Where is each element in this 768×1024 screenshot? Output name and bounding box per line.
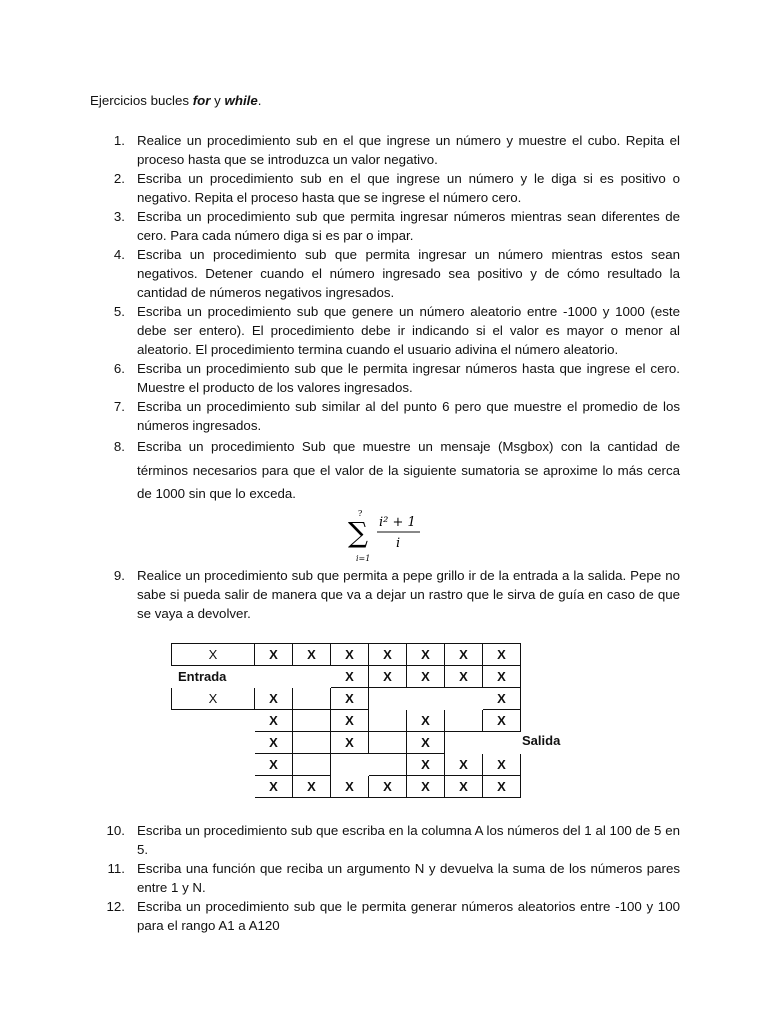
exercise-number: 8. [113, 439, 125, 454]
sum-symbol: ∑ [348, 515, 368, 549]
exercise-number: 7. [113, 399, 125, 414]
title-dot: . [257, 93, 262, 108]
exercise-2 [92, 169, 680, 207]
exercise-number: 3. [113, 209, 125, 224]
maze-cell: X [407, 753, 445, 775]
exercise-list [92, 131, 680, 935]
exercise-number: 12. [106, 898, 125, 914]
maze-cell: X [483, 775, 521, 797]
salida-label: Salida [522, 732, 561, 748]
exercise-text: Escriba un procedimiento sub similar al del punto 6 pero que muestre el promedio de los números ingresados. [137, 399, 680, 433]
maze-cell: X [445, 665, 483, 687]
maze-wall [369, 709, 407, 731]
maze-cell: X [255, 687, 293, 709]
document-title [90, 93, 261, 108]
title-for: for [192, 93, 211, 108]
exercise-text: Escriba un procedimiento Sub que muestre un mensaje (Msgbox) con la cantidad de términos necesarios para que el valor de la siguiente sumatoria se aproxime lo más cerca de 1000 sin que lo exceda. [137, 439, 680, 501]
exercise-11 [92, 859, 680, 897]
exercise-text: Escriba un procedimiento sub que genere un número aleatorio entre -1000 y 1000 (este debe ser entero). El procedimiento debe ir indicando si el valor es mayor o menor al aleatorio. El procedimiento termina cuando el usuario adivina el número aleatorio. [137, 304, 680, 357]
exercise-12 [92, 897, 680, 935]
summation-formula [92, 506, 680, 566]
exercise-6 [92, 359, 680, 397]
maze-cell: X [369, 775, 407, 797]
maze-cell: X [445, 753, 483, 775]
maze-row [172, 665, 521, 687]
maze-cell: X [369, 643, 407, 665]
exercise-text: Escriba un procedimiento sub que permita ingresar un número mientras estos sean negativos. Detener cuando el número ingresado sea positivo y de cómo resultado la cantidad de números negativos ingresados. [137, 247, 680, 300]
maze-wall [293, 753, 331, 775]
maze-cell: X [255, 643, 293, 665]
maze-cell: X [483, 665, 521, 687]
maze-cell: X [445, 775, 483, 797]
maze-row [172, 687, 521, 709]
title-text: Ejercicios bucles [90, 93, 193, 108]
maze-empty [255, 665, 293, 687]
maze-cell: X [331, 731, 369, 753]
maze-section [92, 623, 680, 821]
maze-grid [171, 643, 521, 798]
maze-cell: X [255, 775, 293, 797]
exercise-text: Escriba un procedimiento sub que le permita ingresar números hasta que ingrese el cero. Muestre el producto de los valores ingresados. [137, 361, 680, 395]
exercise-number: 1. [113, 133, 125, 148]
maze-cell: X [293, 643, 331, 665]
exercise-text: Escriba un procedimiento sub que escriba en la columna A los números del 1 al 100 de 5 en 5. [137, 822, 680, 857]
maze-cell: X [255, 709, 293, 731]
exercise-3 [92, 207, 680, 245]
maze-cell-entry-top: X [172, 643, 255, 665]
exercise-number: 5. [113, 304, 125, 319]
maze-empty [172, 775, 255, 797]
maze-cell: X [293, 775, 331, 797]
summation-svg [92, 506, 680, 566]
maze-cell: X [483, 753, 521, 775]
maze-cell: X [407, 731, 445, 753]
maze-empty [407, 687, 445, 709]
title-while: while [224, 93, 258, 108]
maze-cell: X [255, 753, 293, 775]
maze-cell: X [255, 731, 293, 753]
entrada-label: Entrada [178, 668, 227, 684]
maze-empty [172, 709, 255, 731]
maze-cell: X [483, 643, 521, 665]
maze-empty [331, 753, 369, 775]
maze-empty [445, 731, 483, 753]
fraction-denominator: i [396, 535, 401, 551]
maze-row [172, 775, 521, 797]
exercise-5 [92, 302, 680, 359]
exercise-text: Escriba un procedimiento sub que permita ingresar números mientras sean diferentes de cero. Para cada número diga si es par o impar. [137, 209, 680, 243]
maze-wall [293, 709, 331, 731]
maze-cell: X [407, 643, 445, 665]
maze-cell: X [369, 665, 407, 687]
maze-row [172, 753, 521, 775]
maze-cell-entry-bottom: X [172, 687, 255, 709]
exercise-number: 11. [107, 860, 125, 876]
maze-empty [445, 687, 483, 709]
title-y: y [210, 93, 225, 108]
maze-empty [172, 753, 255, 775]
maze-cell: X [331, 775, 369, 797]
exercise-number: 9. [113, 567, 125, 583]
exercise-number: 6. [113, 361, 125, 376]
exercise-10 [92, 821, 680, 859]
maze-wall [445, 709, 483, 731]
maze-cell: X [331, 687, 369, 709]
exercise-number: 2. [113, 171, 125, 186]
exercise-9 [92, 566, 680, 623]
maze-empty [369, 687, 407, 709]
maze-row [172, 709, 521, 731]
maze-wall [369, 731, 407, 753]
exercise-4 [92, 245, 680, 302]
maze-wall [369, 753, 407, 775]
maze-cell: X [483, 709, 521, 731]
maze-wall [293, 731, 331, 753]
maze-cell: X [331, 709, 369, 731]
exercise-text: Realice un procedimiento sub que permita a pepe grillo ir de la entrada a la salida. Pepe no sabe si pueda salir de manera que va a dejar un rastro que le sirva de guía en caso de que se vaya a devolver. [137, 567, 680, 621]
exercise-7 [92, 397, 680, 435]
maze-row [172, 731, 521, 753]
exercise-text: Realice un procedimiento sub en el que ingrese un número y muestre el cubo. Repita el proceso hasta que se introduzca un valor negativo. [137, 133, 680, 167]
maze-empty [172, 731, 255, 753]
maze-row [172, 643, 521, 665]
fraction-numerator: i² + 1 [379, 514, 416, 530]
sum-upper: ? [358, 508, 363, 518]
maze-cell: X [331, 665, 369, 687]
sum-lower: i=1 [356, 553, 371, 563]
exercise-8 [92, 435, 680, 506]
maze-cell: X [483, 687, 521, 709]
exercise-number: 4. [113, 247, 125, 262]
exercise-text: Escriba una función que reciba un argumento N y devuelva la suma de los números pares entre 1 y N. [137, 860, 680, 895]
maze-wall [293, 687, 331, 709]
exercise-text: Escriba un procedimiento sub en el que ingrese un número y le diga si es positivo o negativo. Repita el proceso hasta que se ingrese el número cero. [137, 171, 680, 205]
exercise-1 [92, 131, 680, 169]
maze-cell: X [407, 775, 445, 797]
exercise-text: Escriba un procedimiento sub que le permita generar números aleatorios entre -100 y 100 para el rango A1 a A120 [137, 898, 680, 933]
maze-cell: X [407, 665, 445, 687]
maze-empty [293, 665, 331, 687]
maze-empty [483, 731, 521, 753]
maze-cell: X [445, 643, 483, 665]
maze-cell: X [331, 643, 369, 665]
exercise-number: 10. [106, 822, 125, 838]
maze-cell: X [407, 709, 445, 731]
